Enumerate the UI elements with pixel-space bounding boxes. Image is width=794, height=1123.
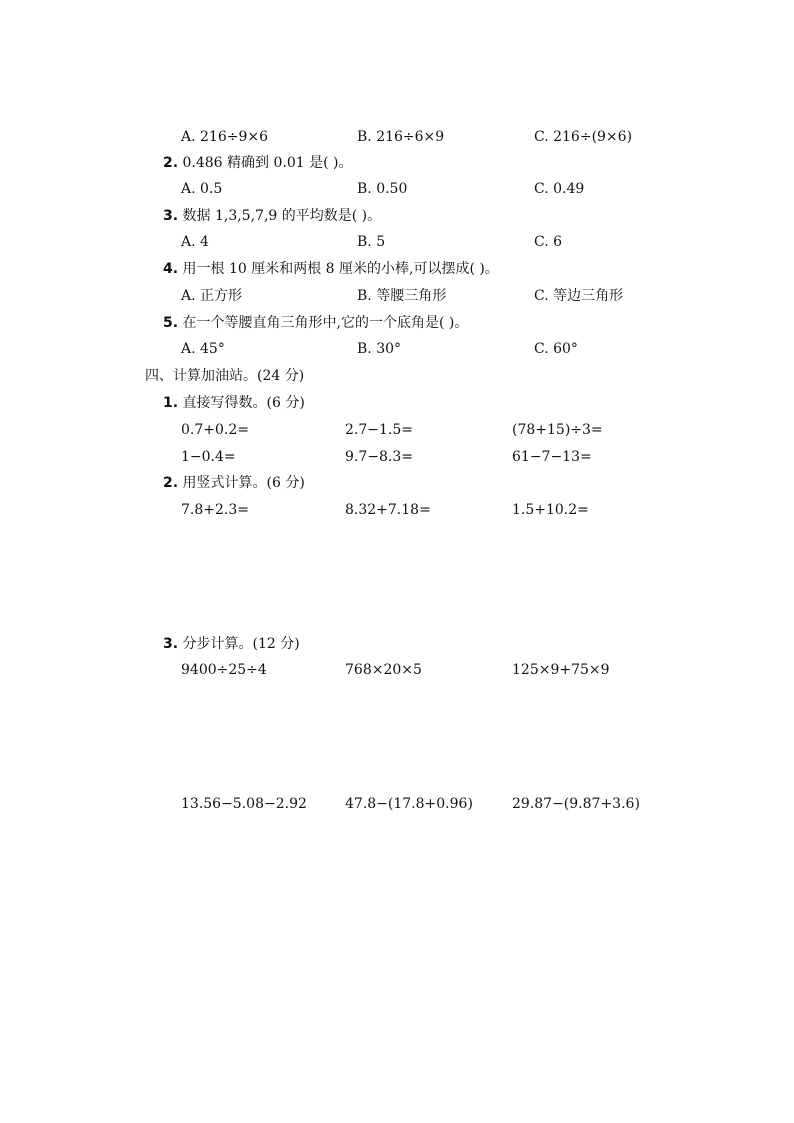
question-number: 1. [163, 395, 179, 411]
question-text: 用一根 10 厘米和两根 8 厘米的小棒,可以摆成( )。 [178, 261, 499, 277]
question-4-options [0, 285, 794, 307]
expression: 8.32+7.18= [345, 502, 431, 518]
expression: 125×9+75×9 [512, 662, 610, 678]
option-c: C. 等边三角形 [534, 288, 624, 304]
question-number: 2. [163, 475, 179, 491]
expression: 1−0.4= [181, 449, 236, 465]
expression: (78+15)÷3= [512, 422, 603, 438]
question-5 [0, 312, 794, 334]
section-heading [0, 365, 794, 387]
question-number: 5. [163, 315, 179, 331]
expression: 1.5+10.2= [512, 502, 589, 518]
expression: 47.8−(17.8+0.96) [345, 796, 473, 812]
question-number: 4. [163, 261, 179, 277]
expression: 7.8+2.3= [181, 502, 249, 518]
expression: 768×20×5 [345, 662, 422, 678]
option-c: C. 6 [534, 234, 563, 250]
question-3 [0, 205, 794, 227]
question-number: 3. [163, 636, 179, 652]
expression: 29.87−(9.87+3.6) [512, 796, 640, 812]
question-number: 2. [163, 155, 179, 171]
question-text: 0.486 精确到 0.01 是( )。 [178, 155, 353, 171]
question-text: 在一个等腰直角三角形中,它的一个底角是( )。 [178, 315, 469, 331]
question-2-options [0, 178, 794, 200]
step-calc-row-1 [0, 659, 794, 681]
option-c: C. 0.49 [534, 181, 585, 197]
expression: 9.7−8.3= [345, 449, 413, 465]
option-c: C. 60° [534, 341, 578, 357]
option-a: A. 正方形 [181, 288, 243, 304]
option-b: B. 等腰三角形 [357, 288, 447, 304]
section-title: 四、计算加油站。(24 分) [145, 368, 305, 384]
question-text: 分步计算。(12 分) [178, 636, 300, 652]
expression: 2.7−1.5= [345, 422, 413, 438]
expression: 9400÷25÷4 [181, 662, 267, 678]
option-a: A. 4 [181, 234, 209, 250]
option-b: B. 0.50 [357, 181, 408, 197]
subquestion-1 [0, 392, 794, 414]
option-b: B. 30° [357, 341, 402, 357]
step-calc-row-2 [0, 793, 794, 815]
mental-math-row-1 [0, 419, 794, 441]
option-a: A. 216÷9×6 [181, 129, 269, 145]
question-text: 直接写得数。(6 分) [178, 395, 305, 411]
option-b: B. 216÷6×9 [357, 129, 445, 145]
option-a: A. 0.5 [181, 181, 223, 197]
question-5-options [0, 338, 794, 360]
vertical-calc-row [0, 499, 794, 521]
question-2 [0, 152, 794, 174]
question-1-options [0, 126, 794, 148]
question-text: 数据 1,3,5,7,9 的平均数是( )。 [178, 208, 382, 224]
subquestion-2 [0, 472, 794, 494]
question-4 [0, 258, 794, 280]
expression: 13.56−5.08−2.92 [181, 796, 307, 812]
subquestion-3 [0, 633, 794, 655]
question-number: 3. [163, 208, 179, 224]
mental-math-row-2 [0, 446, 794, 468]
question-text: 用竖式计算。(6 分) [178, 475, 305, 491]
expression: 61−7−13= [512, 449, 592, 465]
expression: 0.7+0.2= [181, 422, 249, 438]
option-b: B. 5 [357, 234, 386, 250]
question-3-options [0, 231, 794, 253]
option-a: A. 45° [181, 341, 225, 357]
option-c: C. 216÷(9×6) [534, 129, 633, 145]
